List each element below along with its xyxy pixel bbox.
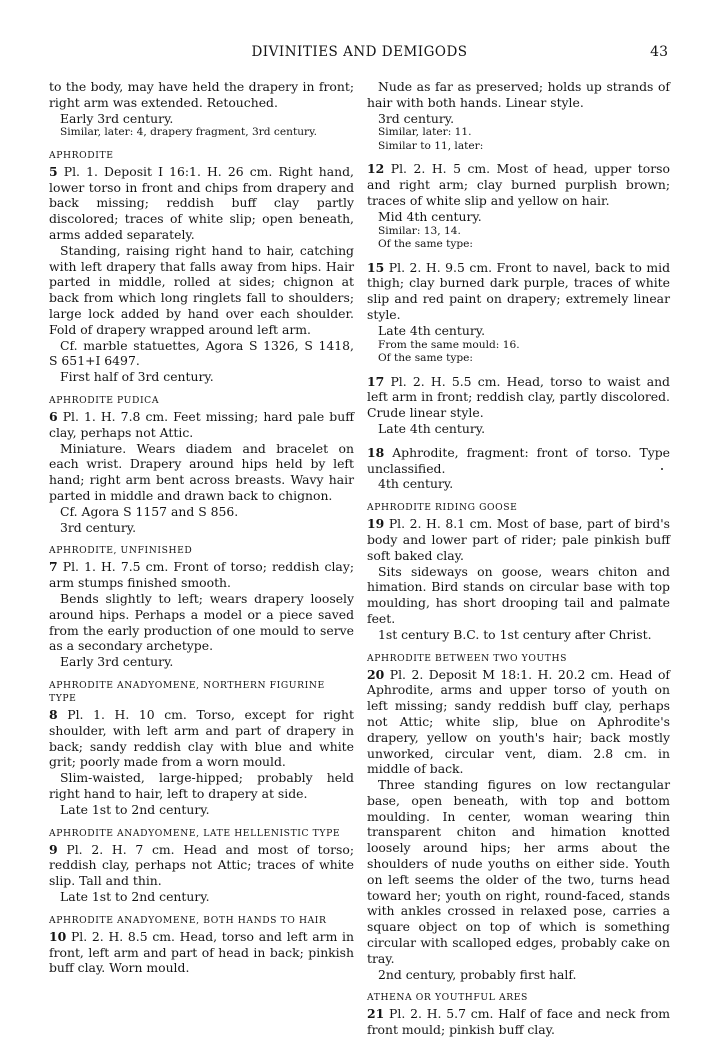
paragraph [367,126,670,140]
text: APHRODITE [49,149,114,161]
section-heading [49,914,354,927]
paragraph [367,421,670,437]
left-column [49,79,354,976]
catalogue-entry [49,559,354,591]
text: APHRODITE, UNFINISHED [49,545,193,557]
section-heading [49,394,354,407]
section-heading [49,149,354,162]
text: Mid 4th century. [378,208,482,224]
paragraph [367,111,670,127]
text: Standing, raising right hand to hair, catching with left drapery that falls away from hips. Hair parted in middle, rolled at sides; chignon at back from which long ringlets fall to shoulders; large lock added by hand over each shoulder. Fold of drapery wrapped around left arm. [49,242,354,337]
paragraph [49,654,354,670]
text: 3rd century. [378,110,455,126]
text: Bends slightly to left; wears drapery loosely around hips. Perhaps a model or a piece saved from the early production of one mould to serve as a secondary archetype. [49,591,354,654]
text: to the body, may have held the drapery in front; right arm was extended. Retouched. [49,79,354,110]
entry-number: 5 [49,163,58,179]
paragraph [49,243,354,338]
section-heading [367,991,670,1004]
text: 1st century B.C. to 1st century after Christ. [378,626,652,642]
text: Late 4th century. [378,420,486,436]
text: Pl. 1. Deposit I 16:1. H. 26 cm. Right hand, lower torso in front and chips from drapery and back missing; reddish buff clay partly discolored; traces of white slip; open beneath, arms added separately. [49,163,354,243]
text: Similar to 11, later: [378,139,484,152]
paragraph [49,441,354,504]
catalogue-entry [367,516,670,563]
paragraph [367,627,670,643]
entry-number: 17 [367,373,385,389]
spacer [367,252,670,260]
paragraph [367,777,670,967]
paragraph [49,520,354,536]
text: APHRODITE ANADYOMENE, BOTH HANDS TO HAIR [49,914,327,926]
entry-number: 9 [49,841,58,857]
entry-number: 12 [367,161,385,177]
paragraph [367,238,670,252]
entry-number: 19 [367,516,385,532]
paragraph [49,79,354,111]
paragraph [367,209,670,225]
entry-number: 10 [49,928,67,944]
paragraph [367,476,670,492]
text: Of the same type: [378,352,473,365]
entry-number: 6 [49,409,58,425]
text: Late 1st to 2nd century. [60,801,210,817]
paragraph [367,323,670,339]
entry-number: 8 [49,707,58,722]
text: Three standing figures on low rectangular base, open beneath, with top and bottom moulding. In center, woman wearing thin transparent chiton and himation knotted loosely around hips; her arms about the shoulders of nude youths on either side. Youth on left seems the older of the two, turns head toward her; youth on right, round-faced, stands with ankles crossed in relaxed pose, carries a square object on top of which is something circular with scalloped edges, probably cake on tray. [367,777,670,966]
text: APHRODITE ANADYOMENE, NORTHERN FIGURINE TYPE [49,680,325,704]
section-heading [49,827,354,840]
section-heading [367,501,670,514]
paragraph [367,339,670,353]
paragraph [367,352,670,366]
spacer [367,153,670,161]
paragraph [49,504,354,520]
stray-mark [661,468,663,470]
text: APHRODITE RIDING GOOSE [367,502,518,514]
text: Pl. 2. Deposit M 18:1. H. 20.2 cm. Head of Aphrodite, arms and upper torso of youth on left missing; sandy reddish buff clay, perhaps not Attic; white slip, blue on Aphrodite's drapery, yellow on youth's hair; back mostly unworked, circular vent, diam. 2.8 cm. in middle of back. [367,666,670,777]
paragraph [367,967,670,983]
text: Pl. 2. H. 8.5 cm. Head, torso and left arm in front, left arm and part of head in back; pinkish buff clay. Worn mould. [49,928,354,976]
catalogue-entry [367,667,670,778]
text: Late 4th century. [378,322,486,338]
running-head: DIVINITIES AND DEMIGODS [251,44,468,60]
paragraph [49,369,354,385]
catalogue-entry [49,164,354,243]
catalogue-entry [49,409,354,441]
spacer [367,437,670,445]
section-heading [49,544,354,557]
catalogue-entry [367,374,670,421]
text: 2nd century, probably first half. [378,966,577,982]
paragraph [49,770,354,802]
text: First half of 3rd century. [60,369,214,385]
text: Similar, later: 4, drapery fragment, 3rd century. [60,126,318,139]
text: Miniature. Wears diadem and bracelet on each wrist. Drapery around hips held by left hand; right arm bent across breasts. Wavy hair parted in middle and drawn back to chignon. [49,440,354,504]
paragraph [49,111,354,127]
paragraph [49,802,354,818]
paragraph [49,338,354,370]
catalogue-entry [367,445,670,477]
text: From the same mould: 16. [378,338,520,351]
entry-number: 21 [367,1006,385,1022]
text: Pl. 2. H. 5 cm. Most of head, upper torso and right arm; clay burned purplish brown; traces of white slip and yellow on hair. [367,161,670,208]
paragraph [367,225,670,239]
spacer [367,366,670,374]
text: APHRODITE BETWEEN TWO YOUTHS [367,652,568,664]
text: 4th century. [378,476,454,492]
catalogue-entry [367,1006,670,1038]
paragraph [367,564,670,627]
catalogue-entry [49,707,354,770]
catalogue-entry [49,842,354,889]
text: APHRODITE ANADYOMENE, LATE HELLENISTIC TYPE [49,827,341,839]
paragraph [49,889,354,905]
right-column [367,79,670,1038]
paragraph [49,591,354,654]
text: Late 1st to 2nd century. [60,888,210,904]
text: Aphrodite, fragment: front of torso. Type unclassified. [367,444,670,476]
section-heading [49,679,354,705]
text: Pl. 1. H. 10 cm. Torso, except for right shoulder, with left arm and part of drapery in back; sandy reddish clay with blue and white grit; poorly made from a worn mould. [49,707,354,770]
text: APHRODITE PUDICA [49,395,160,407]
text: Pl. 1. H. 7.5 cm. Front of torso; reddish clay; arm stumps finished smooth. [49,559,354,591]
text: Cf. marble statuettes, Agora S 1326, S 1418, S 651+I 6497. [49,337,354,369]
entry-number: 18 [367,444,385,460]
text: 3rd century. [60,519,137,535]
paragraph [367,140,670,154]
text: Early 3rd century. [60,110,174,126]
text: Of the same type: [378,238,473,251]
text: Nude as far as preserved; holds up strands of hair with both hands. Linear style. [367,79,670,110]
text: Pl. 2. H. 5.5 cm. Head, torso to waist and left arm in front; reddish clay, partly discolored. Crude linear style. [367,373,670,421]
entry-number: 15 [367,259,385,275]
entry-number: 20 [367,666,385,682]
paragraph [49,126,354,140]
page-number: 43 [650,44,668,60]
paragraph [367,79,670,111]
catalogue-entry [367,260,670,323]
text: Early 3rd century. [60,654,174,670]
text: Pl. 1. H. 7.8 cm. Feet missing; hard pale buff clay, perhaps not Attic. [49,409,354,440]
entry-number: 7 [49,559,58,575]
page-header [0,44,719,64]
text: Slim-waisted, large-hipped; probably held right hand to hair, left to drapery at side. [49,770,354,801]
text: Pl. 2. H. 9.5 cm. Front to navel, back to mid thigh; clay burned dark purple, traces of white slip and red paint on drapery; extremely linear style. [367,259,670,322]
text: Sits sideways on goose, wears chiton and himation. Bird stands on circular base with top moulding, has short drooping tail and palmate feet. [367,563,670,626]
text: Similar: 13, 14. [378,224,461,237]
catalogue-entry [49,929,354,976]
catalogue-entry [367,161,670,208]
text: Pl. 2. H. 7 cm. Head and most of torso; reddish clay, perhaps not Attic; traces of white slip. Tall and thin. [49,841,354,889]
text: Pl. 2. H. 8.1 cm. Most of base, part of bird's body and lower part of rider; pale pinkish buff soft baked clay. [367,516,670,563]
text: Similar, later: 11. [378,126,472,139]
text: Pl. 2. H. 5.7 cm. Half of face and neck from front mould; pinkish buff clay. [367,1006,670,1038]
text: Cf. Agora S 1157 and S 856. [60,503,239,519]
section-heading [367,652,670,665]
text: ATHENA OR YOUTHFUL ARES [367,992,528,1004]
